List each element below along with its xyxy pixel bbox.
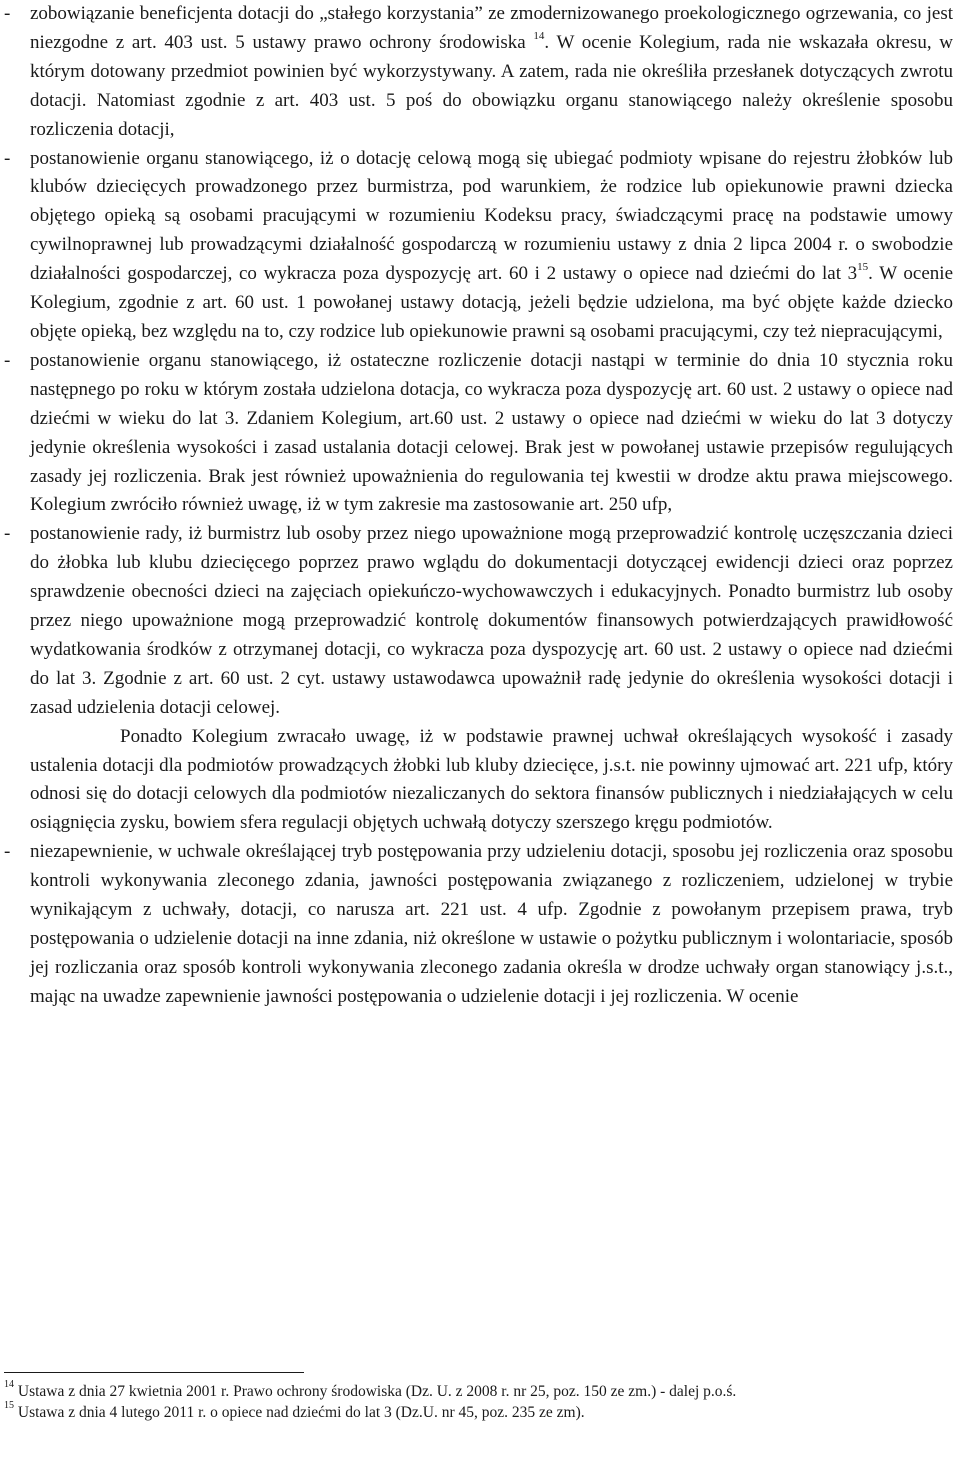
main-text	[4, 0, 953, 1012]
list-item	[4, 0, 953, 145]
item-text-continued: . W ocenie Kolegium, zgodnie z art. 60 ust. 1 powołanej ustawy dotacją, jeżeli będzie udzielona, ma być objęte każde dziecko objęte opieką, bez względu na to, czy rodzice lub opiekunowie prawni są osobami pracującymi, czy też niepracującymi,	[30, 263, 954, 342]
footnote-ref-15: 15	[857, 260, 869, 273]
footnote-number: 15	[4, 1399, 14, 1411]
item-text: postanowienie rady, iż burmistrz lub osoby przez niego upoważnione mogą przeprowadzić kontrolę uczęszczania dzieci do żłobka lub klubu dziecięcego poprzez prawo wglądu do dokumentacji dotyczącej ewidencji dzieci oraz poprzez sprawdzenie obecności dzieci na zajęciach opiekuńczo-wychowawczych i edukacyjnych. Ponadto burmistrz lub osoby przez niego upoważnione mogą przeprowadzić kontrolę dokumentów finansowych potwierdzających prawidłowość wydatkowania środków z otrzymanej dotacji, co wykracza poza dyspozycję art. 60 ust. 2 ustawy o opiece nad dziećmi do lat 3. Zgodnie z art. 60 ust. 2 cyt. ustawy ustawodawca upoważnił radę jedynie do określenia wysokości dotacji i zasad udzielenia dotacji celowej.	[30, 523, 953, 718]
item-text: zobowiązanie beneficjenta dotacji do „stałego korzystania” ze zmodernizowanego proekologicznego ogrzewania, co jest niezgodne z art. 403 ust. 5 ustawy prawo ochrony środowiska	[30, 3, 953, 53]
list-dash: -	[4, 147, 11, 169]
item-text: postanowienie organu stanowiącego, iż o dotację celową mogą się ubiegać podmioty wpisane do rejestru żłobków lub klubów dziecięcych prowadzonego przez burmistrza, pod warunkiem, że rodzice lub opiekunowie prawni dziecka objętego opieką są osobami pracującymi w rozumieniu Kodeksu pracy, świadczącymi pracę na podstawie umowy cywilnoprawnej lub prowadzącymi działalność gospodarczą w rozumieniu ustawy z dnia 2 lipca 2004 r. o swobodzie działalności gospodarczej, co wykracza poza dyspozycję art. 60 i 2 ustawy o opiece nad dziećmi do lat 3	[30, 147, 953, 285]
item-text: postanowienie organu stanowiącego, iż ostateczne rozliczenie dotacji nastąpi w terminie do dnia 10 stycznia roku następnego po roku w którym została udzielona dotacja, co wykracza poza dyspozycję art. 60 ust. 2 ustawy o opiece nad dziećmi w wieku do lat 3. Zdaniem Kolegium, art.60 ust. 2 ustawy o opiece nad dziećmi w wieku do lat 3 dotyczy jedynie określenia wysokości i zasad ustalania dotacji celowej. Brak jest w powołanej ustawie przepisów regulujących zasady jej rozliczenia. Brak jest również upoważnienia do regulowania tej kwestii w drodze aktu prawa miejscowego. Kolegium zwróciło również uwagę, iż w tym zakresie ma zastosowanie art. 250 ufp,	[30, 349, 953, 516]
body-paragraph: Ponadto Kolegium zwracało uwagę, iż w podstawie prawnej uchwał określających wysokość i zasady ustalenia dotacji dla podmiotów prowadzących żłobki lub kluby dziecięce, j.s.t. nie powinny ujmować art. 221 ufp, który odnosi się do dotacji celowych dla podmiotów niezaliczanych do sektora finansów publicznych i niedziałających w celu osiągnięcia zysku, bowiem sfera regulacji objętych uchwałą dotyczy szerszego kręgu podmiotów.	[30, 725, 953, 834]
item-text-continued: . W ocenie Kolegium, rada nie wskazała okresu, w którym dotowany przedmiot powinien być wykorzystywany. A zatem, rada nie określiła przesłanek dotyczących zwrotu dotacji. Natomiast zgodnie z art. 403 ust. 5 poś do obowiązku organu stanowiącego należy określenie sposobu rozliczenia dotacji,	[30, 31, 953, 140]
list-dash: -	[4, 349, 11, 371]
list-item	[4, 145, 953, 347]
list-item	[4, 520, 953, 722]
item-text: niezapewnienie, w uchwale określającej tryb postępowania przy udzieleniu dotacji, sposobu jej rozliczenia oraz sposobu kontroli wykonywania zleconego zdania, jawności postępowania związanego z rozliczeniem, udzielonej w trybie wynikającym z uchwały, dotacji, co narusza art. 221 ust. 4 ufp. Zgodnie z powołanym przepisem prawa, tryb postępowania o udzielenie dotacji na inne zdania, niż określone w ustawie o pożytku publicznym i wolontariacie, sposób jej rozliczania oraz sposób kontroli wykonywania zleconego zadania określa w drodze uchwały organ stanowiący j.s.t., mając na uwadze zapewnienie jawności postępowania o udzielenie dotacji i jej rozliczenia. W ocenie	[30, 841, 953, 1007]
list-dash: -	[4, 523, 11, 545]
footnote-divider	[4, 1372, 304, 1373]
footnote	[4, 1378, 950, 1402]
list-item	[4, 347, 953, 520]
footnote-text: Ustawa z dnia 27 kwietnia 2001 r. Prawo ochrony środowiska (Dz. U. z 2008 r. nr 25, poz. 150 ze zm.) - dalej p.o.ś.	[17, 1383, 737, 1400]
footnote-number: 14	[4, 1378, 14, 1390]
list-dash: -	[4, 3, 11, 24]
footnote-ref-14: 14	[533, 29, 545, 42]
footnote	[4, 1399, 950, 1423]
list-dash: -	[4, 841, 11, 863]
list-item	[4, 838, 953, 1011]
footnote-text: Ustawa z dnia 4 lutego 2011 r. o opiece nad dziećmi do lat 3 (Dz.U. nr 45, poz. 235 ze zm).	[17, 1404, 585, 1421]
footnotes	[4, 1372, 950, 1423]
